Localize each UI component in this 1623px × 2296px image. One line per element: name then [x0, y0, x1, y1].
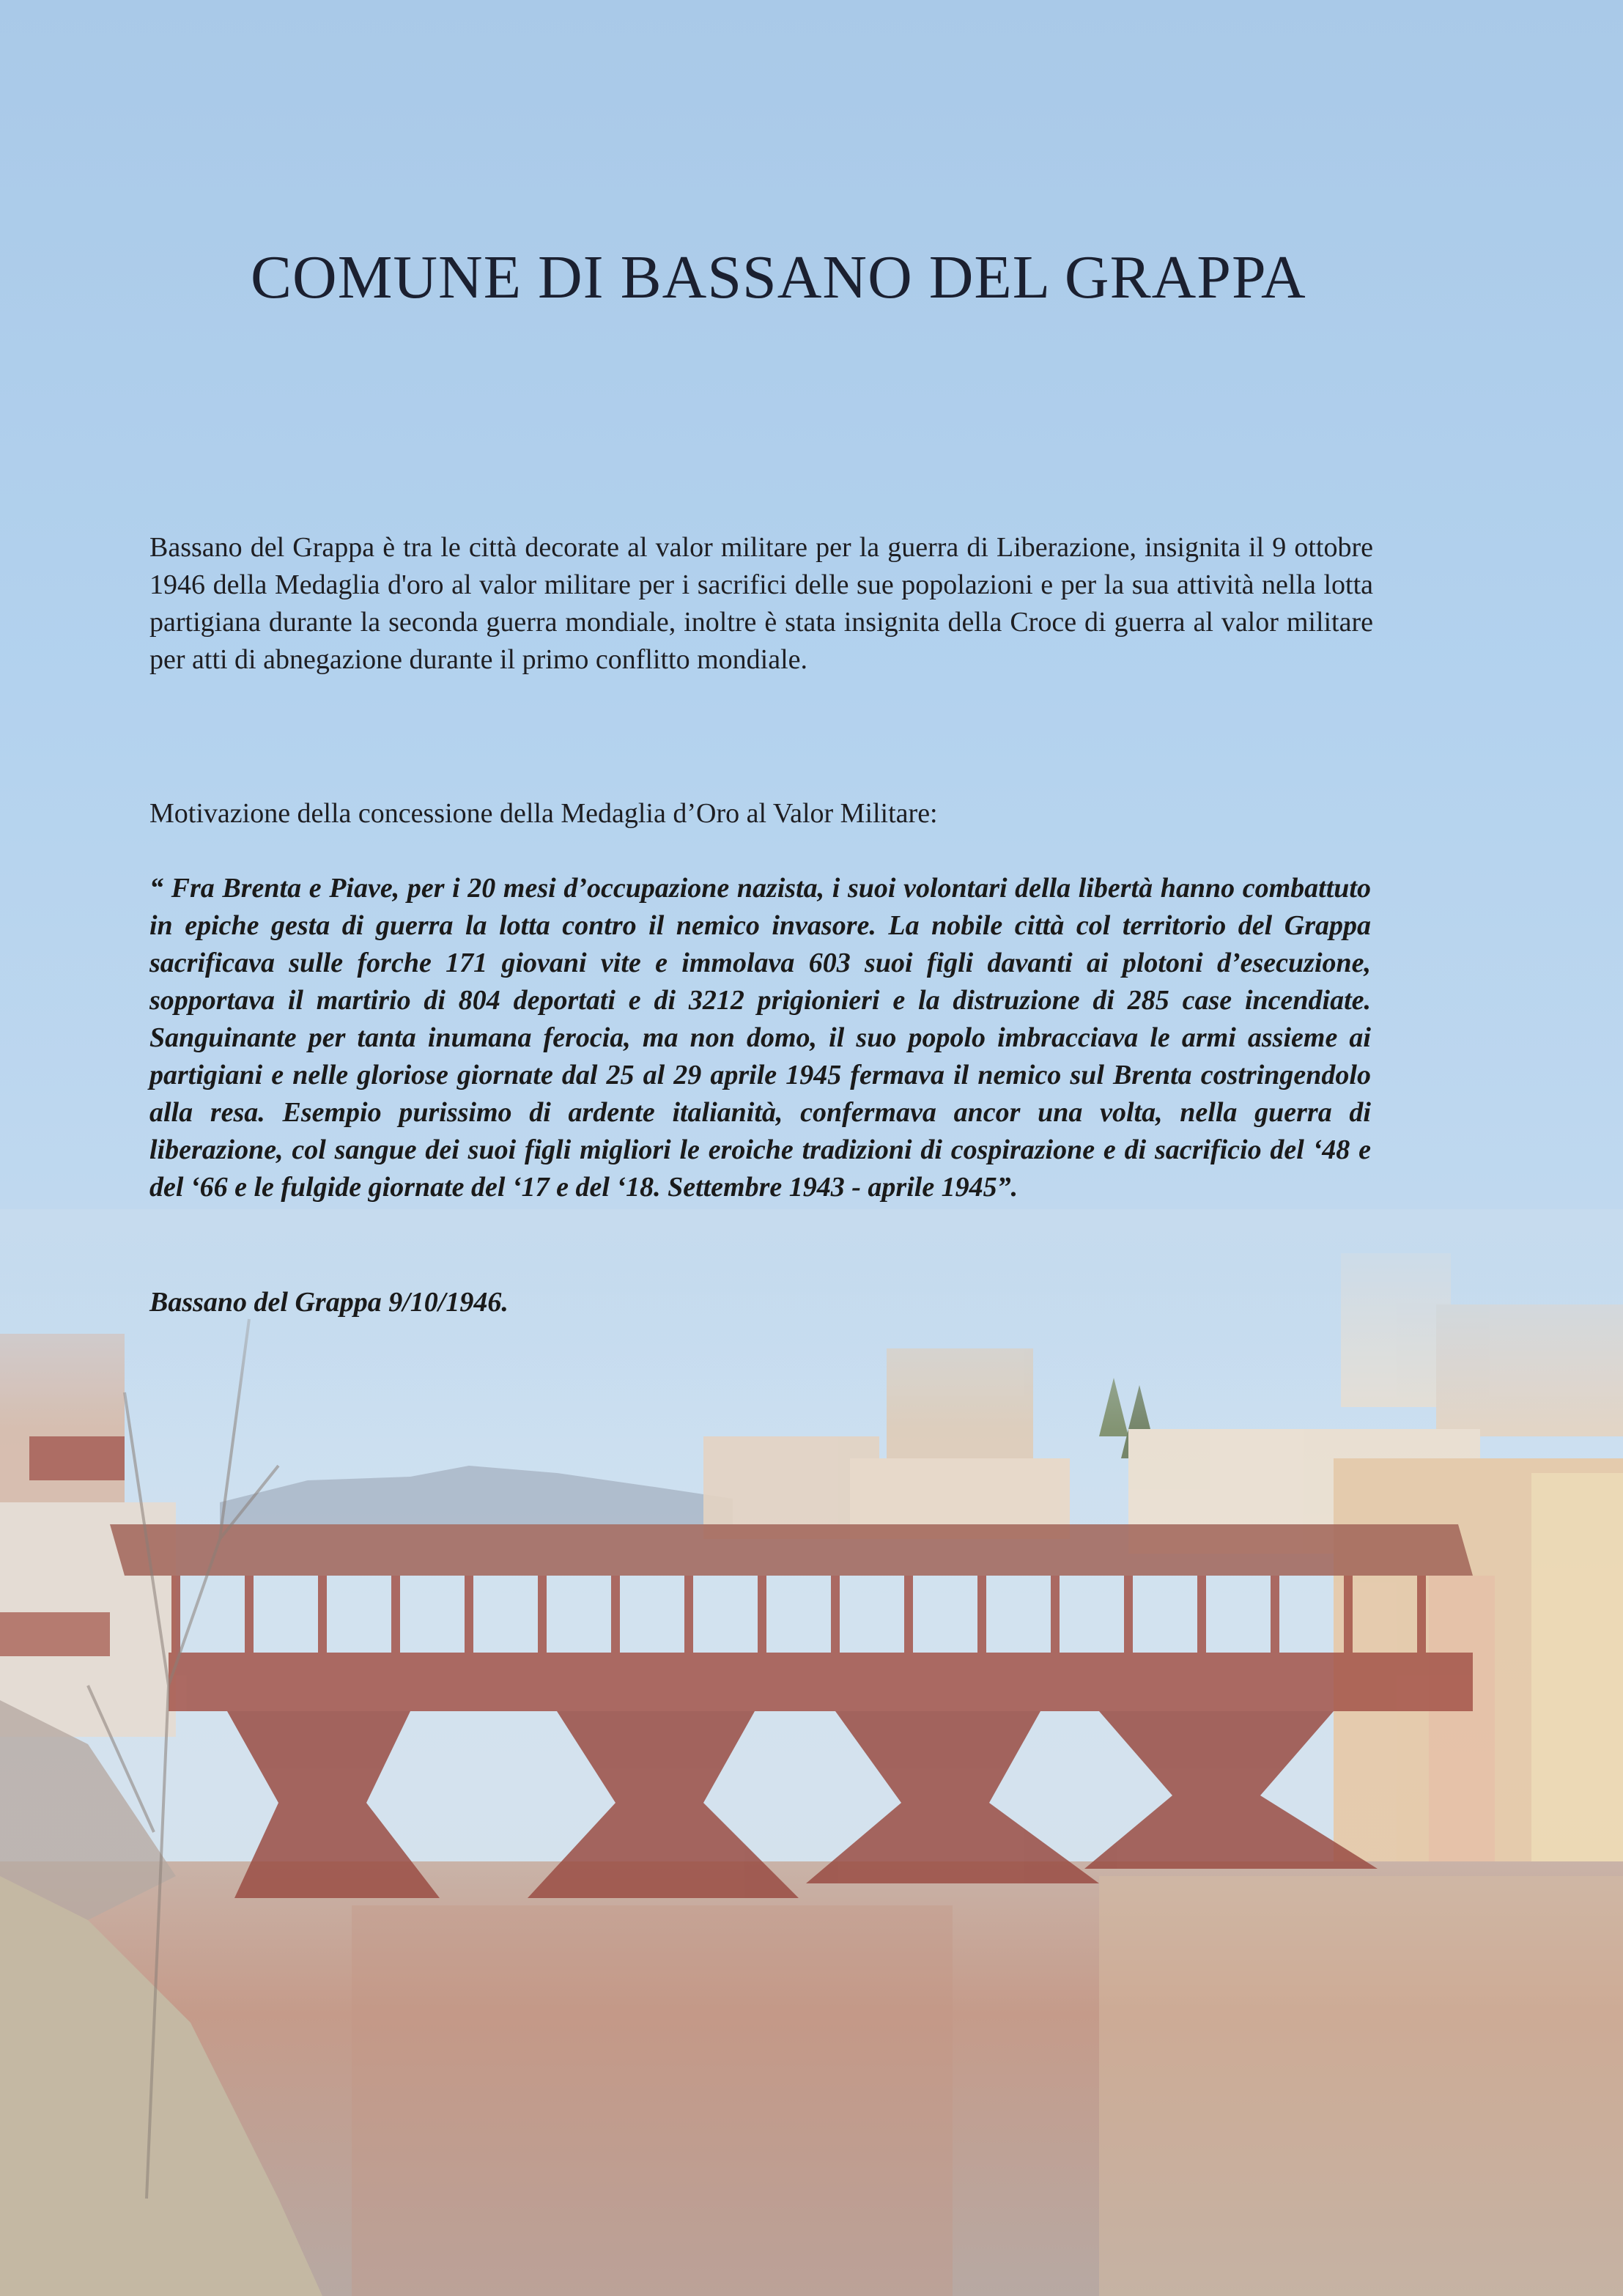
motivation-label: Motivazione della concessione della Medaglia d’Oro al Valor Militare: — [149, 798, 938, 829]
signature-line: Bassano del Grappa 9/10/1946. — [149, 1287, 509, 1318]
covered-bridge — [110, 1524, 1473, 1898]
distant-hills — [220, 1466, 733, 1524]
motivation-quote: “ Fra Brenta e Piave, per i 20 mesi d’occupazione nazista, i suoi volontari della libertà hanno combattuto in epiche gesta di guerra la lotta contro il nemico invasore. La nobile città col territorio del Grappa sacrificava sulle forche 171 giovani vite e immolava 603 suoi figli davanti ai plotoni d’esecuzione, sopportava il martirio di 804 deportati e di 3212 prigionieri e la distruzione di 285 case incendiate. Sanguinante per tanta inumana ferocia, ma non domo, il suo popolo imbracciava le armi assieme ai partigiani e nelle gloriose giornate dal 25 al 29 aprile 1945 fermava il nemico sul Brenta costringendolo alla resa. Esempio purissimo di ardente italianità, confermava ancor una volta, nella guerra di liberazione, col sangue dei suoi figli migliori le eroiche tradizioni di cospirazione e di sacrificio del ‘48 e del ‘66 e le fulgide giornate del ‘17 e del ‘18. Settembre 1943 - aprile 1945”. — [149, 873, 1371, 1203]
page-title: COMUNE DI BASSANO DEL GRAPPA — [251, 243, 1306, 311]
intro-paragraph: Bassano del Grappa è tra le città decorate al valor militare per la guerra di Liberazione, insignita il 9 ottobre 1946 della Medaglia d'oro al valor militare per i sacrifici delle sue popolazioni e per la sua attività nella lotta partigiana durante la seconda guerra mondiale, inoltre è stata insignita della Croce di guerra al valor militare per atti di abnegazione durante il primo conflitto mondiale. — [149, 532, 1373, 675]
